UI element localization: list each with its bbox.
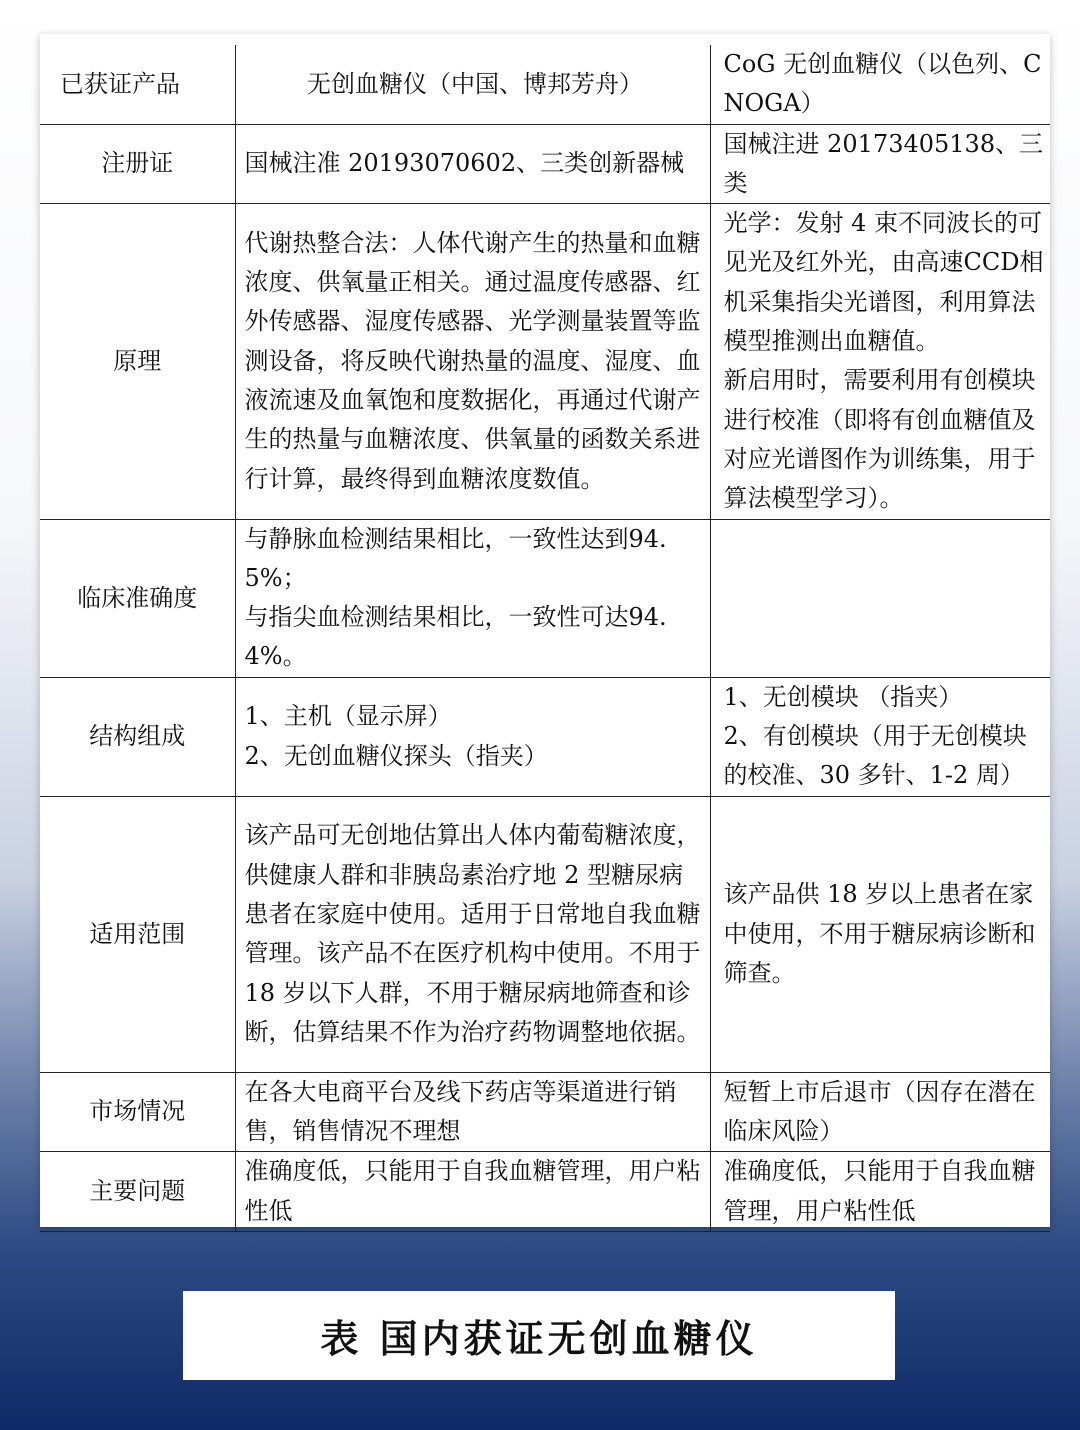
comparison-table [40,45,1050,1232]
row-label-clinical-accuracy: 临床准确度 [40,519,235,677]
cell-scope-cnoga [710,796,1050,1072]
cell-text: 该产品供 18 岁以上患者在家中使用，不用于糖尿病诊断和筛查。 [723,880,1036,987]
caption-text: 表 国内获证无创血糖仪 [320,1317,758,1361]
table-row-registration [40,124,1050,204]
cell-text: 该产品可无创地估算出人体内葡萄糖浓度，供健康人群和非胰岛素治疗地 2 型糖尿病患者在家庭中使用。适用于日常地自我血糖管理。该产品不在医疗机构中使用。不用于 18 岁以下人群，不用于糖尿病地筛查和诊断，估算结果不作为治疗药物调整地依据。 [244,821,701,1046]
table-row-principle [40,204,1050,519]
cell-text: 光学：发射 4 束不同波长的可见光及红外光，由高速CCD相机采集指尖光谱图，利用算法模型推测出血糖值。 [723,209,1044,356]
cell-text: 2、无创血糖仪探头（指夹） [244,741,548,770]
cell-registration-cnoga [710,124,1050,204]
table-caption [183,1291,895,1380]
cell-text: 2、有创模块（用于无创模块的校准、30 多针、1-2 周） [723,722,1027,790]
header-cell-product-bobang: 无创血糖仪（中国、博邦芳舟） [235,45,710,124]
comparison-table-card [40,34,1050,1227]
cell-structure-bobang [235,677,710,796]
table-row-structure [40,677,1050,796]
row-label-principle: 原理 [40,204,235,519]
row-label-structure: 结构组成 [40,677,235,796]
header-cell-category: 已获证产品 [40,45,235,124]
cell-structure-cnoga [710,677,1050,796]
cell-text: 1、无创模块 （指夹） [723,682,963,711]
cell-text: 准确度低，只能用于自我血糖管理，用户粘性低 [244,1157,701,1225]
table-row-clinical-accuracy [40,519,1050,677]
cell-issues-cnoga [710,1152,1050,1232]
cell-market-bobang [235,1072,710,1152]
cell-accuracy-bobang [235,519,710,677]
cell-text: 与指尖血检测结果相比，一致性可达94.4%。 [244,603,667,671]
cell-text: 代谢热整合法：人体代谢产生的热量和血糖浓度、供氧量正相关。通过温度传感器、红外传感器、湿度传感器、光学测量装置等监测设备，将反映代谢热量的温度、湿度、血液流速及血氧饱和度数据化，再通过代谢产生的热量与血糖浓度、供氧量的函数关系进行计算，最终得到血糖浓度数值。 [244,228,701,493]
cell-text: 准确度低，只能用于自我血糖管理，用户粘性低 [723,1157,1036,1225]
row-label-scope: 适用范围 [40,796,235,1072]
cell-text: 短暂上市后退市（因存在潜在临床风险） [723,1077,1036,1146]
table-row-market [40,1072,1050,1152]
cell-scope-bobang [235,796,710,1072]
cell-text: 国械注进 20173405138、三类 [723,129,1044,197]
table-row-scope [40,796,1050,1072]
cell-market-cnoga [710,1072,1050,1152]
cell-principle-bobang [235,204,710,519]
cell-text: 1、主机（显示屏） [244,702,452,731]
row-label-market: 市场情况 [40,1072,235,1152]
cell-accuracy-cnoga [710,519,1050,677]
header-cell-product-cnoga: CoG 无创血糖仪（以色列、CNOGA） [710,45,1050,124]
row-label-registration: 注册证 [40,124,235,204]
table-row-issues [40,1152,1050,1232]
cell-principle-cnoga [710,204,1050,519]
table-header-row [40,45,1050,124]
cell-text: 国械注准 20193070602、三类创新器械 [244,149,685,178]
cell-issues-bobang [235,1152,710,1232]
cell-text: 新启用时，需要利用有创模块进行校准（即将有创血糖值及对应光谱图作为训练集，用于算法模型学习）。 [723,366,1036,513]
cell-registration-bobang [235,124,710,204]
row-label-issues: 主要问题 [40,1152,235,1232]
cell-text: 与静脉血检测结果相比，一致性达到94.5%； [244,524,667,592]
cell-text: 在各大电商平台及线下药店等渠道进行销售，销售情况不理想 [244,1077,677,1146]
